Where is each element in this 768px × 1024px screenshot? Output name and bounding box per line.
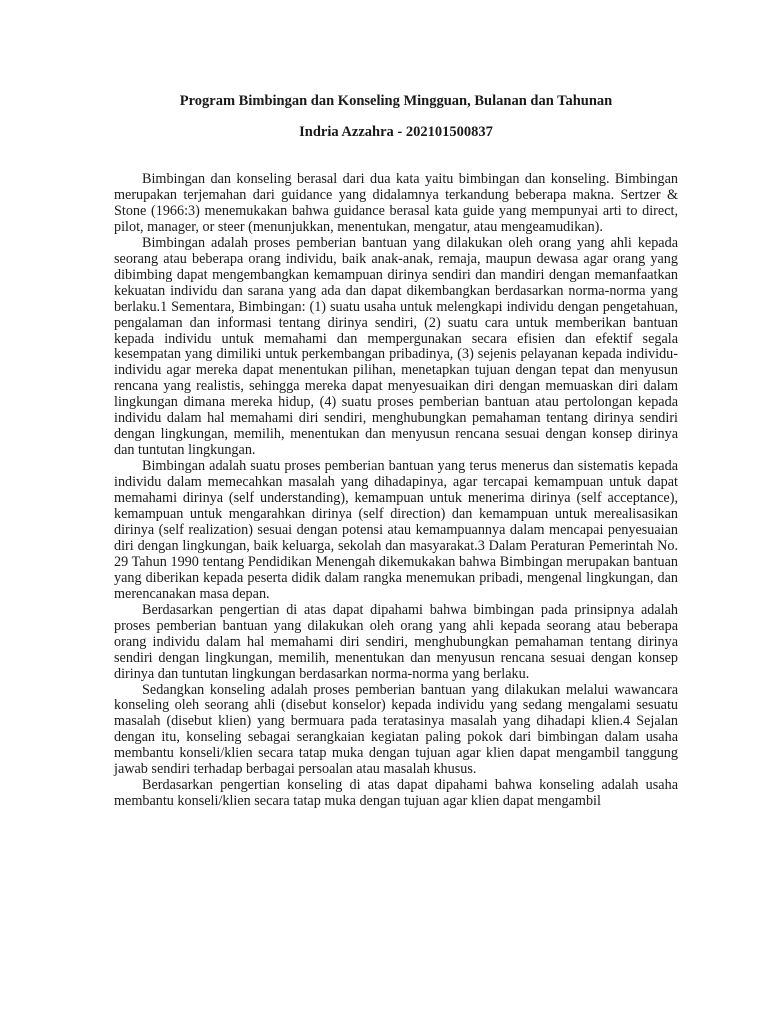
- paragraph: Bimbingan adalah proses pemberian bantuan yang dilakukan oleh orang yang ahli kepada seorang atau beberapa orang individu, baik anak-anak, remaja, maupun dewasa agar orang yang dibimbing dapat mengembangkan kemampuan dirinya sendiri dan mandiri dengan memanfaatkan kekuatan individu dan sarana yang ada dan dapat dikembangkan berdasarkan norma-norma yang berlaku.1 Sementara, Bimbingan: (1) suatu usaha untuk melengkapi individu dengan pengetahuan, pengalaman dan informasi tentang dirinya sendiri, (2) suatu cara untuk memberikan bantuan kepada individu untuk memahami dan mempergunakan secara efisien dan efektif segala kesempatan yang dimiliki untuk perkembangan pribadinya, (3) sejenis pelayanan kepada individu-individu agar mereka dapat menentukan pilihan, menetapkan tujuan dengan tepat dan menyusun rencana yang realistis, sehingga mereka dapat menyesuaikan diri dengan memuaskan diri dalam lingkungan dimana mereka hidup, (4) suatu proses pemberian bantuan atau pertolongan kepada individu dalam hal memahami diri sendiri, menghubungkan pemahaman tentang dirinya sendiri dengan lingkungan, memilih, menentukan dan menyusun rencana sesuai dengan konsep dirinya dan tuntutan lingkungan.: [114, 234, 678, 459]
- document-title: Program Bimbingan dan Konseling Mingguan, Bulanan dan Tahunan: [179, 93, 613, 109]
- paragraph: Sedangkan konseling adalah proses pemberian bantuan yang dilakukan melalui wawancara konseling oleh seorang ahli (disebut konselor) kepada individu yang sedang mengalami sesuatu masalah (disebut klien) yang bermuara pada teratasinya masalah yang dihadapi klien.4 Sejalan dengan itu, konseling sebagai serangkaian kegiatan paling pokok dari bimbingan dalam usaha membantu konseli/klien secara tatap muka dengan tujuan agar klien dapat mengambil tanggung jawab sendiri terhadap berbagai persoalan atau masalah khusus.: [114, 681, 678, 778]
- paragraph: Bimbingan dan konseling berasal dari dua kata yaitu bimbingan dan konseling. Bimbingan merupakan terjemahan dari guidance yang didalamnya terkandung beberapa makna. Sertzer & Stone (1966:3) menemukakan bahwa guidance berasal kata guide yang mempunyai arti to direct, pilot, manager, or steer (menunjukkan, menentukan, mengatur, atau mengeamudikan).: [114, 171, 678, 235]
- paragraph: Berdasarkan pengertian konseling di atas dapat dipahami bahwa konseling adalah usaha membantu konseli/klien secara tatap muka dengan tujuan agar klien dapat mengambil: [114, 777, 678, 810]
- document-author: Indria Azzahra - 202101500837: [299, 124, 493, 140]
- document-body: [114, 172, 678, 810]
- paragraph: Berdasarkan pengertian di atas dapat dipahami bahwa bimbingan pada prinsipnya adalah proses pemberian bantuan yang dilakukan oleh orang yang ahli kepada seorang atau beberapa orang individu dalam hal memahami diri sendiri, menghubungkan pemahaman tentang dirinya sendiri dengan lingkungan, memilih, menentukan dan menyusun rencana sesuai dengan konsep dirinya dan tuntutan lingkungan berdasarkan norma-norma yang berlaku.: [114, 601, 678, 682]
- paragraph: Bimbingan adalah suatu proses pemberian bantuan yang terus menerus dan sistematis kepada individu dalam memecahkan masalah yang dihadapinya, agar tercapai kemampuan untuk dapat memahami dirinya (self understanding), kemampuan untuk menerima dirinya (self acceptance), kemampuan untuk mengarahkan dirinya (self direction) dan kemampuan untuk merealisasikan dirinya (self realization) sesuai dengan potensi atau kemampuannya dalam mencapai penyesuaian diri dengan lingkungan, baik keluarga, sekolah dan masyarakat.3 Dalam Peraturan Pemerintah No. 29 Tahun 1990 tentang Pendidikan Menengah dikemukakan bahwa Bimbingan merupakan bantuan yang diberikan kepada peserta didik dalam rangka menemukan pribadi, mengenal lingkungan, dan merencanakan masa depan.: [114, 458, 678, 602]
